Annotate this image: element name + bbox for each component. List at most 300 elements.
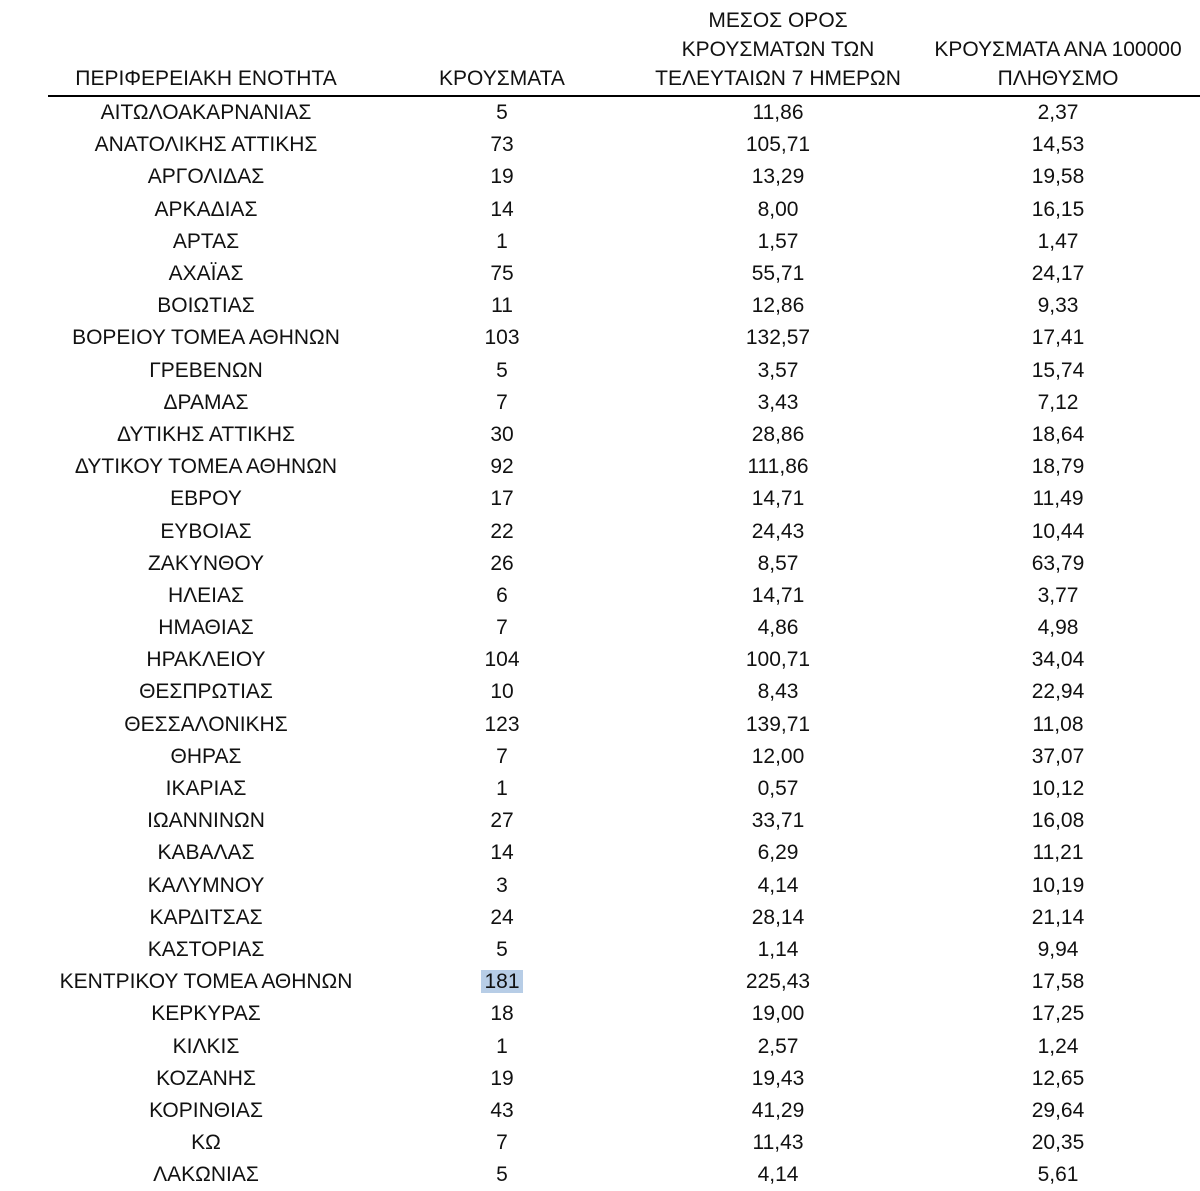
cell-7day-average [640, 998, 916, 1030]
cell-regional-unit [48, 96, 364, 129]
table-row [48, 258, 1200, 290]
cell-cases [364, 805, 640, 837]
cell-text: 18,64 [1031, 422, 1085, 446]
cell-text: 13,29 [751, 165, 805, 189]
cell-text: 1,57 [757, 229, 799, 253]
cell-text: 139,71 [745, 712, 811, 736]
cell-text: ΔΡΑΜΑΣ [163, 390, 249, 414]
cell-7day-average [640, 676, 916, 708]
cell-cases-per-100000 [916, 805, 1200, 837]
cell-7day-average [640, 96, 916, 129]
cell-regional-unit [48, 612, 364, 644]
cell-7day-average [640, 161, 916, 193]
cell-7day-average [640, 1030, 916, 1062]
cell-text: ΚΑΒΑΛΑΣ [157, 841, 255, 865]
cell-text: 3,77 [1037, 583, 1079, 607]
table-row [48, 161, 1200, 193]
header-7day-average: ΜΕΣΟΣ ΟΡΟΣ ΚΡΟΥΣΜΑΤΩΝ ΤΩΝ ΤΕΛΕΥΤΑΙΩΝ 7 ΗΜΕΡΩΝ [640, 6, 916, 96]
cell-text: 92 [490, 455, 514, 479]
cell-text: 3,57 [757, 358, 799, 382]
cell-text: ΒΟΙΩΤΙΑΣ [157, 294, 255, 318]
cell-text: ΘΗΡΑΣ [170, 744, 242, 768]
cell-cases [364, 1030, 640, 1062]
cell-cases [364, 419, 640, 451]
cell-text: 10,19 [1031, 873, 1085, 897]
cell-7day-average [640, 548, 916, 580]
cell-cases [364, 161, 640, 193]
cell-text: ΓΡΕΒΕΝΩΝ [149, 358, 263, 382]
cell-text: ΚΑΣΤΟΡΙΑΣ [147, 937, 265, 961]
cell-cases [364, 934, 640, 966]
cell-text: 7 [496, 1131, 508, 1155]
cell-cases [364, 709, 640, 741]
cell-text: ΚΑΡΔΙΤΣΑΣ [149, 905, 263, 929]
cell-cases-per-100000 [916, 644, 1200, 676]
cell-text: 7 [496, 744, 508, 768]
cell-text: 73 [490, 133, 514, 157]
cell-cases [364, 483, 640, 515]
cell-text: 22 [490, 519, 514, 543]
cell-cases-per-100000 [916, 902, 1200, 934]
cell-text: 24,43 [751, 519, 805, 543]
cell-text: 22,94 [1031, 680, 1085, 704]
cell-7day-average [640, 1127, 916, 1159]
cell-cases [364, 1159, 640, 1191]
cell-cases-per-100000 [916, 161, 1200, 193]
cell-text: ΚΙΛΚΙΣ [172, 1034, 240, 1058]
cell-text: 28,86 [751, 422, 805, 446]
cell-cases-per-100000 [916, 387, 1200, 419]
cell-7day-average [640, 355, 916, 387]
cell-text: 10 [490, 680, 514, 704]
cell-text: 14 [490, 841, 514, 865]
cell-text: 18 [490, 1002, 514, 1026]
cell-text: ΚΟΡΙΝΘΙΑΣ [149, 1098, 263, 1122]
cell-text: 105,71 [745, 133, 811, 157]
cell-regional-unit [48, 1127, 364, 1159]
cell-text: 6,29 [757, 841, 799, 865]
cell-text: ΔΥΤΙΚΗΣ ΑΤΤΙΚΗΣ [116, 422, 296, 446]
table-row [48, 934, 1200, 966]
table-row [48, 837, 1200, 869]
cell-cases-per-100000 [916, 773, 1200, 805]
cell-7day-average [640, 1095, 916, 1127]
cell-text: 11,49 [1032, 487, 1084, 511]
regional-cases-table [48, 6, 1200, 1191]
table-row [48, 1095, 1200, 1127]
cell-text: 12,65 [1031, 1066, 1085, 1090]
cell-regional-unit [48, 161, 364, 193]
table-row [48, 1159, 1200, 1191]
cell-text: 16,08 [1031, 809, 1085, 833]
cell-text: 4,86 [757, 616, 799, 640]
cell-regional-unit [48, 226, 364, 258]
cell-cases-per-100000 [916, 258, 1200, 290]
cell-regional-unit [48, 355, 364, 387]
cell-text: ΚΩ [191, 1131, 221, 1155]
cell-regional-unit [48, 258, 364, 290]
cell-text: 37,07 [1031, 744, 1085, 768]
cell-regional-unit [48, 1159, 364, 1191]
cell-text: 14,71 [751, 487, 805, 511]
table-row [48, 1030, 1200, 1062]
cell-cases-per-100000 [916, 676, 1200, 708]
cell-text: 1,14 [757, 937, 799, 961]
cell-text: 5 [496, 358, 508, 382]
cell-cases [364, 226, 640, 258]
table-row [48, 419, 1200, 451]
cell-cases [364, 548, 640, 580]
cell-cases-per-100000 [916, 194, 1200, 226]
cell-cases [364, 612, 640, 644]
table-row [48, 1063, 1200, 1095]
cell-7day-average [640, 515, 916, 547]
table-row [48, 612, 1200, 644]
cell-text: 111,86 [747, 455, 809, 479]
cell-text: 29,64 [1031, 1098, 1085, 1122]
cell-regional-unit [48, 1063, 364, 1095]
cell-cases [364, 837, 640, 869]
cell-text: 1 [496, 229, 508, 253]
cell-text: ΒΟΡΕΙΟΥ ΤΟΜΕΑ ΑΘΗΝΩΝ [72, 326, 340, 350]
cell-regional-unit [48, 483, 364, 515]
cell-text: 27 [490, 809, 514, 833]
cell-text: 15,74 [1031, 358, 1085, 382]
cell-cases-per-100000 [916, 129, 1200, 161]
cell-text: 7 [496, 616, 508, 640]
cell-regional-unit [48, 580, 364, 612]
cell-regional-unit [48, 451, 364, 483]
cell-cases [364, 1095, 640, 1127]
cell-7day-average [640, 934, 916, 966]
cell-text: 28,14 [751, 905, 805, 929]
cell-regional-unit [48, 129, 364, 161]
table-row [48, 355, 1200, 387]
cell-7day-average [640, 870, 916, 902]
cell-cases [364, 96, 640, 129]
cell-text: 18,79 [1031, 455, 1085, 479]
cell-text: ΑΙΤΩΛΟΑΚΑΡΝΑΝΙΑΣ [100, 101, 312, 125]
cell-text: 34,04 [1031, 648, 1085, 672]
cell-text: 1 [496, 777, 508, 801]
table-row [48, 709, 1200, 741]
cell-text: 19,00 [751, 1002, 805, 1026]
cell-7day-average [640, 290, 916, 322]
cell-text: 33,71 [751, 809, 805, 833]
cell-text: 75 [490, 262, 514, 286]
cell-text: 5 [496, 101, 508, 125]
cell-text: 12,86 [751, 294, 805, 318]
cell-text: 17 [490, 487, 514, 511]
cell-regional-unit [48, 676, 364, 708]
cell-regional-unit [48, 709, 364, 741]
cell-text: 24 [490, 905, 514, 929]
table-row [48, 194, 1200, 226]
cell-text: 10,12 [1031, 777, 1085, 801]
cell-text: 8,43 [757, 680, 799, 704]
cell-regional-unit [48, 194, 364, 226]
cell-7day-average [640, 322, 916, 354]
cell-cases-per-100000 [916, 998, 1200, 1030]
cell-7day-average [640, 773, 916, 805]
cell-cases-per-100000 [916, 419, 1200, 451]
cell-regional-unit [48, 387, 364, 419]
cell-cases-per-100000 [916, 966, 1200, 998]
cell-cases-per-100000 [916, 870, 1200, 902]
cell-7day-average [640, 194, 916, 226]
cell-text: 8,00 [757, 197, 799, 221]
table-row [48, 676, 1200, 708]
cell-text: 21,14 [1031, 905, 1085, 929]
cell-7day-average [640, 805, 916, 837]
cell-cases-per-100000 [916, 355, 1200, 387]
cell-cases [364, 870, 640, 902]
cell-7day-average [640, 837, 916, 869]
cell-text: ΚΟΖΑΝΗΣ [156, 1066, 256, 1090]
cell-cases [364, 387, 640, 419]
cell-7day-average [640, 419, 916, 451]
cell-7day-average [640, 451, 916, 483]
table-header-row [48, 6, 1200, 96]
table-row [48, 1127, 1200, 1159]
table-row [48, 96, 1200, 129]
cell-text: ΚΑΛΥΜΝΟΥ [147, 873, 265, 897]
cell-text: ΑΡΚΑΔΙΑΣ [154, 197, 258, 221]
cell-text: 6 [496, 583, 508, 607]
cell-cases-per-100000 [916, 451, 1200, 483]
cell-text: 1 [496, 1034, 508, 1058]
selected-text-highlight: 181 [481, 970, 522, 993]
table-row [48, 644, 1200, 676]
cell-text: 1,47 [1037, 229, 1079, 253]
cell-cases-per-100000 [916, 1095, 1200, 1127]
cell-text: 9,94 [1037, 937, 1079, 961]
table-row [48, 805, 1200, 837]
table-row [48, 451, 1200, 483]
cell-cases-per-100000 [916, 290, 1200, 322]
cell-cases-per-100000 [916, 483, 1200, 515]
cell-cases-per-100000 [916, 515, 1200, 547]
cell-text: 14,53 [1031, 133, 1085, 157]
cell-text: 7 [496, 390, 508, 414]
cell-text: ΔΥΤΙΚΟΥ ΤΟΜΕΑ ΑΘΗΝΩΝ [74, 455, 338, 479]
cell-text: 24,17 [1031, 262, 1085, 286]
cell-text: ΚΕΝΤΡΙΚΟΥ ΤΟΜΕΑ ΑΘΗΝΩΝ [59, 970, 353, 994]
cell-cases [364, 258, 640, 290]
cell-cases-per-100000 [916, 548, 1200, 580]
cell-text: 3 [496, 873, 508, 897]
table-row [48, 515, 1200, 547]
cell-regional-unit [48, 1095, 364, 1127]
table-row [48, 998, 1200, 1030]
cell-text: 14,71 [751, 583, 805, 607]
cell-cases [364, 1063, 640, 1095]
cell-text: 11,08 [1032, 712, 1084, 736]
header-regional-unit: ΠΕΡΙΦΕΡΕΙΑΚΗ ΕΝΟΤΗΤΑ [48, 6, 364, 96]
cell-cases-per-100000 [916, 612, 1200, 644]
cell-text: 10,44 [1031, 519, 1085, 543]
cell-text: 4,14 [757, 873, 799, 897]
cell-regional-unit [48, 741, 364, 773]
cell-regional-unit [48, 805, 364, 837]
cell-text: 19,43 [751, 1066, 805, 1090]
cell-text: 1,24 [1037, 1034, 1079, 1058]
cell-cases [364, 129, 640, 161]
table-row [48, 966, 1200, 998]
cell-text: 5 [496, 1163, 508, 1187]
cell-text: 26 [490, 551, 514, 575]
cell-text: 17,41 [1031, 326, 1085, 350]
cell-text: 3,43 [757, 390, 799, 414]
table-row [48, 483, 1200, 515]
cell-text: ΙΩΑΝΝΙΝΩΝ [147, 809, 265, 833]
cell-text: 4,98 [1037, 616, 1079, 640]
table-row [48, 902, 1200, 934]
cell-text: 4,14 [757, 1163, 799, 1187]
cell-regional-unit [48, 870, 364, 902]
cell-7day-average [640, 258, 916, 290]
cell-text: 11,43 [752, 1131, 804, 1155]
cell-regional-unit [48, 966, 364, 998]
cell-text: ΘΕΣΠΡΩΤΙΑΣ [139, 680, 273, 704]
cell-text: 2,57 [757, 1034, 799, 1058]
cell-text: 5,61 [1037, 1163, 1079, 1187]
cell-text: 104 [484, 648, 520, 672]
cell-7day-average [640, 644, 916, 676]
cell-7day-average [640, 709, 916, 741]
cell-text: 11,21 [1032, 841, 1084, 865]
cell-text: 11,86 [752, 101, 804, 125]
cell-text: 123 [484, 712, 520, 736]
cell-text: ΑΧΑΪΑΣ [168, 262, 244, 286]
cell-cases-per-100000 [916, 741, 1200, 773]
cell-text: 43 [490, 1098, 514, 1122]
cell-regional-unit [48, 322, 364, 354]
cell-regional-unit [48, 644, 364, 676]
table-body [48, 96, 1200, 1191]
cell-regional-unit [48, 902, 364, 934]
table-row [48, 226, 1200, 258]
cell-7day-average [640, 1063, 916, 1095]
cell-cases [364, 355, 640, 387]
cell-text: 8,57 [757, 551, 799, 575]
cell-text: 100,71 [745, 648, 811, 672]
cell-text: ΖΑΚΥΝΘΟΥ [147, 551, 264, 575]
cell-text: 30 [490, 422, 514, 446]
cell-7day-average [640, 902, 916, 934]
cell-7day-average [640, 483, 916, 515]
cell-text: ΕΥΒΟΙΑΣ [160, 519, 252, 543]
cell-7day-average [640, 129, 916, 161]
cell-text: ΑΡΤΑΣ [172, 229, 240, 253]
cell-cases-per-100000 [916, 226, 1200, 258]
cell-7day-average [640, 580, 916, 612]
cell-7day-average [640, 387, 916, 419]
cell-regional-unit [48, 773, 364, 805]
cell-cases [364, 741, 640, 773]
cell-regional-unit [48, 515, 364, 547]
cell-text: 16,15 [1031, 197, 1085, 221]
cell-text: 5 [496, 937, 508, 961]
cell-regional-unit [48, 290, 364, 322]
cell-cases-per-100000 [916, 580, 1200, 612]
cell-text: 225,43 [745, 970, 811, 994]
table-row [48, 387, 1200, 419]
table-row [48, 290, 1200, 322]
cell-text: ΚΕΡΚΥΡΑΣ [151, 1002, 261, 1026]
cell-text: 12,00 [751, 744, 805, 768]
table-row [48, 322, 1200, 354]
cell-text: 17,58 [1031, 970, 1085, 994]
cell-text: 63,79 [1031, 551, 1085, 575]
table-row [48, 870, 1200, 902]
cell-7day-average [640, 226, 916, 258]
cell-regional-unit [48, 548, 364, 580]
cell-text: 19 [490, 165, 514, 189]
cell-text: 14 [490, 197, 514, 221]
cell-cases [364, 290, 640, 322]
cell-text: ΘΕΣΣΑΛΟΝΙΚΗΣ [124, 712, 288, 736]
cell-text: 0,57 [757, 777, 799, 801]
cell-7day-average [640, 612, 916, 644]
cell-cases [364, 194, 640, 226]
cell-cases [364, 322, 640, 354]
cell-text: 11 [491, 294, 513, 318]
cell-text: ΙΚΑΡΙΑΣ [165, 777, 247, 801]
cell-text: 55,71 [751, 262, 805, 286]
cell-cases [364, 966, 640, 998]
cell-cases-per-100000 [916, 322, 1200, 354]
cell-text: 41,29 [751, 1098, 805, 1122]
cell-cases [364, 515, 640, 547]
cell-cases [364, 676, 640, 708]
cell-cases-per-100000 [916, 1063, 1200, 1095]
cell-text: ΗΜΑΘΙΑΣ [158, 616, 254, 640]
cell-cases-per-100000 [916, 837, 1200, 869]
cell-text: ΗΡΑΚΛΕΙΟΥ [146, 648, 266, 672]
cell-cases [364, 902, 640, 934]
table-row [48, 129, 1200, 161]
table-row [48, 580, 1200, 612]
cell-cases-per-100000 [916, 1127, 1200, 1159]
cell-text: ΗΛΕΙΑΣ [167, 583, 245, 607]
cell-text: ΑΡΓΟΛΙΔΑΣ [147, 165, 265, 189]
cell-text: ΑΝΑΤΟΛΙΚΗΣ ΑΤΤΙΚΗΣ [94, 133, 318, 157]
cell-text: 132,57 [745, 326, 811, 350]
cell-regional-unit [48, 419, 364, 451]
table-row [48, 741, 1200, 773]
table-row [48, 548, 1200, 580]
cell-cases-per-100000 [916, 1159, 1200, 1191]
cell-cases-per-100000 [916, 1030, 1200, 1062]
cell-text: 19 [490, 1066, 514, 1090]
cell-text: ΕΒΡΟΥ [170, 487, 242, 511]
cell-text: 103 [484, 326, 520, 350]
cell-cases [364, 773, 640, 805]
cell-regional-unit [48, 837, 364, 869]
cell-cases-per-100000 [916, 934, 1200, 966]
table-row [48, 773, 1200, 805]
cell-regional-unit [48, 1030, 364, 1062]
cell-text: ΛΑΚΩΝΙΑΣ [153, 1163, 259, 1187]
cell-cases [364, 451, 640, 483]
header-cases: ΚΡΟΥΣΜΑΤΑ [364, 6, 640, 96]
cell-text: 7,12 [1037, 390, 1079, 414]
cell-cases [364, 580, 640, 612]
header-cases-per-100000: ΚΡΟΥΣΜΑΤΑ ΑΝΑ 100000 ΠΛΗΘΥΣΜΟ [916, 6, 1200, 96]
cell-7day-average [640, 741, 916, 773]
cell-cases [364, 644, 640, 676]
